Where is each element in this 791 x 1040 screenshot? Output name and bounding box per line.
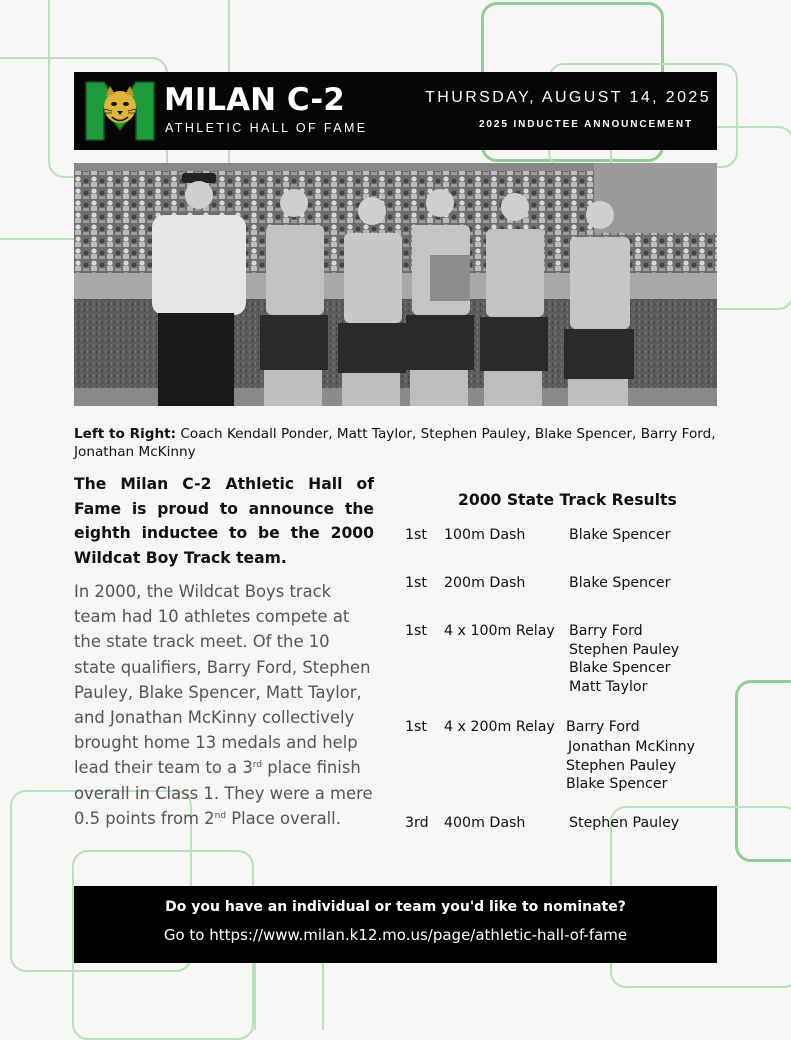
nomination-footer [74,886,717,963]
result-event: 4 x 200m Relay [444,719,555,735]
caption-label: Left to Right: [74,426,177,442]
story-text: In 2000, the Wildcat Boys track team had 10 athletes compete at the state track meet. Of the 10 state qualifiers, Barry Ford, Stephen Pauley, Blake Spencer, Matt Taylor, and Jonathan McKinny collectively brought home 13 medals and help lead their team to a 3 [74,582,371,778]
result-athlete: Stephen Pauley [566,758,677,774]
announcement-label: 2025 INDUCTEE ANNOUNCEMENT [478,119,693,130]
team-photo [74,163,717,406]
brand-subtitle: ATHLETIC HALL OF FAME [165,121,368,135]
result-athlete: Stephen Pauley [569,815,680,831]
caption-names: Coach Kendall Ponder, Matt Taylor, Stephen Pauley, Blake Spencer, Barry Ford, Jonathan McKinny [74,426,716,460]
brand-title: MILAN C-2 [164,82,345,118]
result-event: 200m Dash [444,575,526,591]
result-athlete: Stephen Pauley [569,642,680,658]
result-athlete: Blake Spencer [566,776,668,792]
header-banner [74,72,717,150]
ordinal-suffix: rd [252,760,263,771]
result-place: 1st [405,719,427,735]
result-athlete: Blake Spencer [569,660,671,676]
result-event: 4 x 100m Relay [444,623,555,639]
result-athlete: Barry Ford [569,623,643,639]
wildcat-m-logo [84,80,156,142]
result-event: 400m Dash [444,815,526,831]
story-text: place finish overall in Class 1. They were a mere 0.5 points from 2 [74,758,373,828]
result-place: 1st [405,575,427,591]
event-date: THURSDAY, AUGUST 14, 2025 [425,89,711,106]
result-athlete: Blake Spencer [569,527,671,543]
results-title: 2000 State Track Results [458,491,677,509]
result-athlete: Barry Ford [566,719,640,735]
team-photo-graphic [74,163,717,406]
ordinal-suffix: nd [214,810,227,821]
nomination-question: Do you have an individual or team you'd like to nominate? [165,899,626,915]
result-athlete: Jonathan McKinny [568,739,695,755]
story-paragraph [74,579,374,831]
lead-paragraph: The Milan C-2 Athletic Hall of Fame is proud to announce the eighth inductee to be the 2000 Wildcat Boy Track team. [74,475,374,567]
story-text: Place overall. [226,808,341,828]
result-athlete: Blake Spencer [569,575,671,591]
result-place: 1st [405,527,427,543]
result-place: 1st [405,623,427,639]
result-event: 100m Dash [444,527,526,543]
photo-caption [74,425,734,461]
result-place: 3rd [405,815,429,831]
result-athlete: Matt Taylor [569,679,648,695]
nomination-link[interactable]: Go to https://www.milan.k12.mo.us/page/athletic-hall-of-fame [163,926,628,944]
